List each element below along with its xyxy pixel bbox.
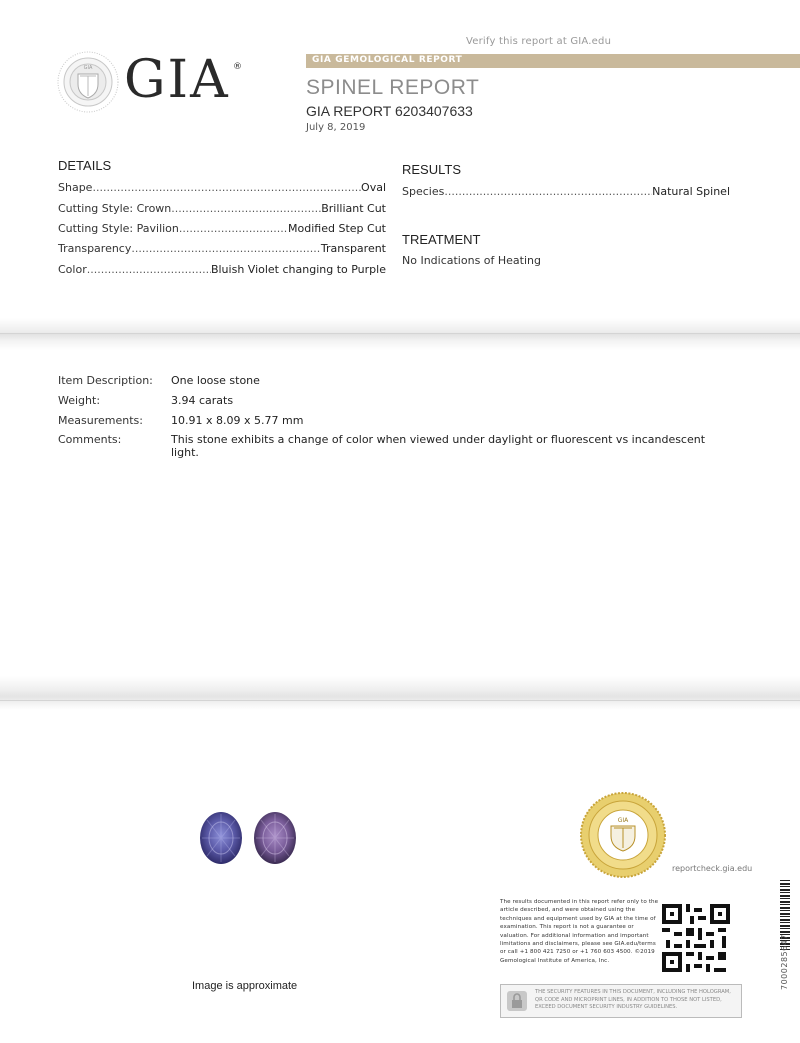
gia-logo-text: GIA bbox=[124, 50, 230, 110]
stone-image-incandescent bbox=[252, 810, 298, 866]
gia-hologram-seal-icon bbox=[580, 792, 666, 878]
serial-number: 7000285647 bbox=[780, 934, 789, 990]
fold-shadow bbox=[0, 676, 800, 710]
qr-code-icon[interactable] bbox=[662, 904, 730, 972]
treatment-text: No Indications of Heating bbox=[402, 254, 541, 267]
weight-value: 3.94 carats bbox=[171, 394, 234, 407]
detail-row-transparency: Transparency ..... Transparent bbox=[58, 242, 386, 255]
banner-text: GIA GEMOLOGICAL REPORT bbox=[312, 55, 463, 65]
results-heading: RESULTS bbox=[402, 162, 461, 177]
seal-text: GIA bbox=[83, 65, 93, 71]
verify-link[interactable]: Verify this report at GIA.edu bbox=[466, 36, 612, 47]
gold-seal-text: GIA bbox=[617, 817, 629, 824]
report-title: SPINEL REPORT bbox=[306, 76, 480, 99]
gia-seal-icon bbox=[56, 50, 120, 114]
weight-label: Weight: bbox=[58, 394, 101, 407]
security-text: THE SECURITY FEATURES IN THIS DOCUMENT, INCLUDING THE HOLOGRAM, QR CODE AND MICROPRINT LINES, IN ADDITION TO THOSE NOT LISTED, EXCEED DOCUMENT SECURITY INDUSTRY GUIDELINES. bbox=[535, 989, 731, 1011]
comments-label: Comments: bbox=[58, 433, 122, 446]
report-banner bbox=[306, 54, 800, 68]
reportcheck-link[interactable]: reportcheck.gia.edu bbox=[672, 864, 753, 873]
detail-row-crown: Cutting Style: Crown ..... Brilliant Cut bbox=[58, 202, 386, 215]
comments-value: This stone exhibits a change of color when viewed under daylight or fluorescent vs incandescent light. bbox=[171, 433, 706, 459]
report-date: July 8, 2019 bbox=[306, 122, 366, 133]
registered-mark: ® bbox=[233, 62, 242, 72]
details-heading: DETAILS bbox=[58, 158, 112, 173]
result-row-species: Species ..... Natural Spinel bbox=[402, 185, 730, 198]
item-value: One loose stone bbox=[171, 374, 260, 387]
fold-shadow bbox=[0, 318, 800, 350]
serial-strip bbox=[780, 880, 792, 1020]
lock-icon bbox=[507, 991, 527, 1011]
detail-row-pavilion: Cutting Style: Pavilion ..... Modified Step Cut bbox=[58, 222, 386, 235]
measurements-label: Measurements: bbox=[58, 414, 143, 427]
treatment-heading: TREATMENT bbox=[402, 232, 481, 247]
item-label: Item Description: bbox=[58, 374, 153, 387]
fold-line bbox=[0, 700, 800, 701]
report-number: GIA REPORT 6203407633 bbox=[306, 103, 473, 119]
detail-row-shape: Shape ..... Oval bbox=[58, 181, 386, 194]
image-caption: Image is approximate bbox=[192, 980, 298, 992]
detail-row-color: Color ..... Bluish Violet changing to Purple bbox=[58, 263, 386, 276]
fold-line bbox=[0, 333, 800, 334]
stone-image-daylight bbox=[198, 810, 244, 866]
disclaimer-text: The results documented in this report refer only to the article described, and were obtained using the techniques and equipment used by GIA at the time of examination. This report is not a guarantee or valuation. For additional information and important limitations and disclaimers, please see GIA.edu/terms or call +1 800 421 7250 or +1 760 603 4500. ©2019 Gemological Institute of America, Inc. bbox=[500, 899, 659, 964]
measurements-value: 10.91 x 8.09 x 5.77 mm bbox=[171, 414, 304, 427]
security-notice bbox=[500, 984, 742, 1018]
